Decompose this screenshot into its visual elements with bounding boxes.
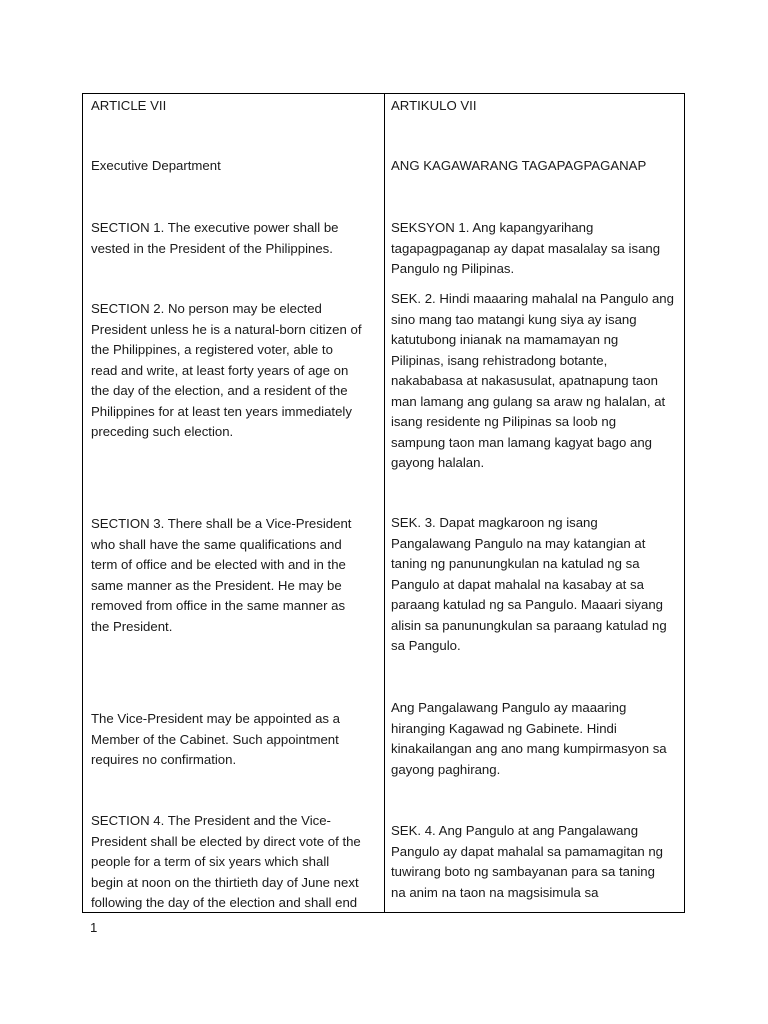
text-line: SEK. 3. Dapat magkaroon ng isang [391,515,598,530]
text-line: hiranging Kagawad ng Gabinete. Hindi [391,720,617,736]
page-number: 1 [90,920,98,935]
text-line: begin at noon on the thirtieth day of June next [91,874,359,890]
text-line: SEK. 2. Hindi maaaring mahalal na Pangulo ang [391,291,674,306]
text-line: SECTION 4. The President and the Vice- [91,813,331,828]
text-line: Pangulo at dapat mahalal na kasabay at sa [391,576,644,592]
text-line: vested in the President of the Philippines. [91,240,333,256]
section-2-fil [391,289,674,474]
text-line: President unless he is a natural-born citizen of [91,321,362,337]
text-line: preceding such election. [91,424,234,439]
text-line: President shall be elected by direct vote of the [91,833,361,849]
section-3-en [91,514,351,637]
text-line: Pangulo ng Pilipinas. [391,261,515,276]
text-line: the Philippines, a registered voter, able to [91,342,333,357]
article-heading-en [91,96,166,117]
text-line: Pangalawang Pangulo na may katangian at [391,535,646,551]
text-line: read and write, at least forty years of age on [91,362,349,378]
text-line: gayong paghirang. [391,761,501,777]
section-3-paragraph-en [91,709,340,771]
text-line: Pilipinas, isang rehistradong botante, [391,352,608,368]
text-line: Ang Pangalawang Pangulo ay maaaring [391,700,627,715]
text-line: paraang katulad ng sa Pangulo. Maaari siyang [391,597,663,612]
text-line: gayong halalan. [391,455,485,470]
text-line: katutubong inianak na mamamayan ng [391,332,619,347]
bilingual-table [82,93,685,913]
text-line: requires no confirmation. [91,752,237,767]
text-line: na anim na taon na magsisimula sa [391,884,599,900]
section-4-fil [391,821,663,903]
text-line: alisin sa panunungkulan sa paraang katulad ng [391,617,667,633]
article-heading-fil [391,96,477,117]
text-line: Executive Department [91,158,221,173]
text-line: nakababasa at nakasusulat, apatnapung taon [391,373,658,388]
text-line: isang residente ng Pilipinas sa loob ng [391,414,617,429]
section-4-en [91,811,361,914]
text-line: people for a term of six years which shall [91,854,330,869]
text-line: who shall have the same qualifications and [91,536,342,552]
text-line: ARTICLE VII [91,98,167,113]
text-line: sino mang tao matangi kung siya ay isang [391,311,637,327]
section-1-fil [391,218,660,280]
text-line: sampung taon man lamang kagyat bago ang [391,434,653,450]
text-line: The Vice-President may be appointed as a [91,711,341,726]
text-line: Member of the Cabinet. Such appointment [91,731,339,747]
section-2-en [91,299,362,443]
section-1-en [91,218,339,259]
text-line: SEK. 4. Ang Pangulo at ang Pangalawang [391,823,639,838]
text-line: taning ng panunungkulan na katulad ng sa [391,556,640,571]
department-heading-en [91,156,221,177]
column-divider [384,94,385,912]
text-line: man lamang ang gulang sa araw ng halalan, at [391,393,666,409]
text-line: tagapagpaganap ay dapat masalalay sa isang [391,240,661,256]
text-line: ANG KAGAWARANG TAGAPAGPAGANAP [391,158,647,173]
text-line: sa Pangulo. [391,638,461,653]
text-line: Pangulo ay dapat mahalal sa pamamagitan ng [391,843,663,859]
text-line: kinakailangan ang ano mang kumpirmasyon sa [391,741,667,756]
department-heading-fil [391,156,646,177]
text-line: tuwirang boto ng sambayanan para sa taning [391,864,655,879]
text-line: following the day of the election and shall end [91,895,358,910]
text-line: SECTION 1. The executive power shall be [91,220,339,235]
text-line: the President. [91,618,173,634]
section-3-fil [391,513,667,657]
text-line: SECTION 3. There shall be a Vice-President [91,516,352,531]
section-3-paragraph-fil [391,698,667,780]
text-line: term of office and be elected with and in the [91,557,346,572]
text-line: the day of the election, and a resident of the [91,383,348,398]
text-line: Philippines for at least ten years immediately [91,403,352,419]
text-line: same manner as the President. He may be [91,577,342,593]
text-line: removed from office in the same manner as [91,598,346,613]
text-line: SEKSYON 1. Ang kapangyarihang [391,220,594,235]
text-line: ARTIKULO VII [391,98,477,113]
text-line: SECTION 2. No person may be elected [91,301,322,316]
